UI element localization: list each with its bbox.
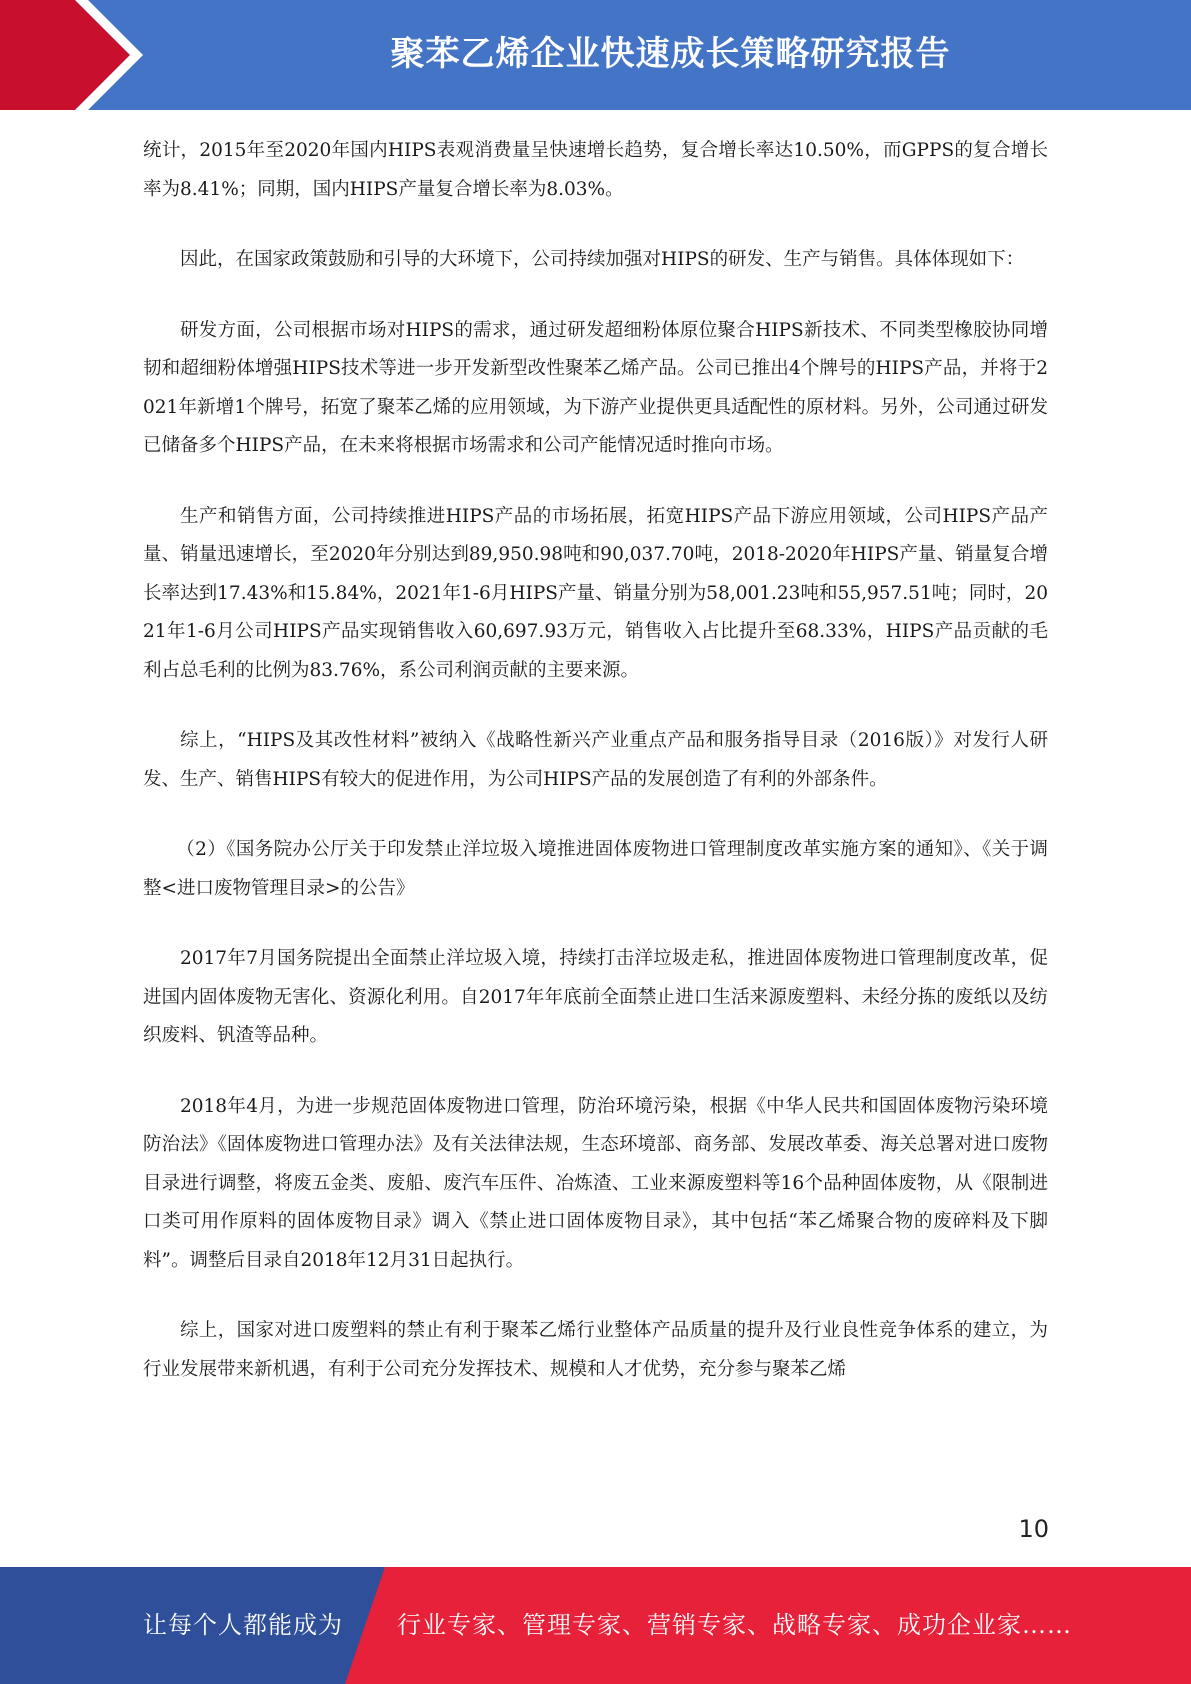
paragraph-2017-ban: 2017年7月国务院提出全面禁止洋垃圾入境，持续打击洋垃圾走私，推进固体废物进口管理制度改革，促进国内固体废物无害化、资源化利用。自2017年年底前全面禁止进口生活来源废塑料、未经分拣的废纸以及纺织废料、钒渣等品种。 <box>143 948 1048 1046</box>
page-footer <box>0 1567 1191 1684</box>
report-body <box>143 132 1048 1421</box>
page-header <box>0 0 1191 110</box>
paragraph-production-sales: 生产和销售方面，公司持续推进HIPS产品的市场拓展，拓宽HIPS产品下游应用领域，公司HIPS产品产量、销量迅速增长，至2020年分别达到89,950.98吨和90,037.70吨，2018-2020年HIPS产量、销量复合增长率达到17.43%和15.84%，2021年1-6月HIPS产量、销量分别为58,001.23吨和55,957.51吨；同时，2021年1-6月公司HIPS产品实现销售收入60,697.93万元，销售收入占比提升至68.33%，HIPS产品贡献的毛利占总毛利的比例为83.76%，系公司利润贡献的主要来源。 <box>143 505 1048 681</box>
footer-slogan-lead: 让每个人都能成为 <box>143 1611 343 1639</box>
report-title: 聚苯乙烯企业快速成长策略研究报告 <box>390 34 951 74</box>
page-number: 10 <box>1018 1515 1049 1543</box>
paragraph-hips-conclusion: 综上，“HIPS及其改性材料”被纳入《战略性新兴产业重点产品和服务指导目录（2016版）》对发行人研发、生产、销售HIPS有较大的促进作用，为公司HIPS产品的发展创造了有利的外部条件。 <box>143 730 1048 790</box>
paragraph-2018-adjustment: 2018年4月，为进一步规范固体废物进口管理，防治环境污染，根据《中华人民共和国固体废物污染环境防治法》《固体废物进口管理办法》及有关法律法规，生态环境部、商务部、发展改革委、海关总署对进口废物目录进行调整，将废五金类、废船、废汽车压件、冶炼渣、工业来源废塑料等16个品种固体废物，从《限制进口类可用作原料的固体废物目录》调入《禁止进口固体废物目录》，其中包括“苯乙烯聚合物的废碎料及下脚料”。调整后目录自2018年12月31日起执行。 <box>143 1095 1048 1271</box>
header-arrow-decoration <box>0 0 160 110</box>
paragraph-research-development: 研发方面，公司根据市场对HIPS的需求，通过研发超细粉体原位聚合HIPS新技术、不同类型橡胶协同增韧和超细粉体增强HIPS技术等进一步开发新型改性聚苯乙烯产品。公司已推出4个牌号的HIPS产品，并将于2021年新增1个牌号，拓宽了聚苯乙烯的应用领域，为下游产业提供更具适配性的原材料。另外，公司通过研发已储备多个HIPS产品，在未来将根据市场需求和公司产能情况适时推向市场。 <box>143 319 1048 456</box>
section-heading-waste-import-policy: （2）《国务院办公厅关于印发禁止洋垃圾入境推进固体废物进口管理制度改革实施方案的通知》、《关于调整<进口废物管理目录>的公告》 <box>143 839 1048 899</box>
paragraph-final-conclusion: 综上，国家对进口废塑料的禁止有利于聚苯乙烯行业整体产品质量的提升及行业良性竞争体系的建立，为行业发展带来新机遇，有利于公司充分发挥技术、规模和人才优势，充分参与聚苯乙烯 <box>143 1320 1048 1380</box>
footer-slogan-roles: 行业专家、管理专家、营销专家、战略专家、成功企业家…… <box>397 1611 1072 1639</box>
paragraph-consumption-statistics: 统计，2015年至2020年国内HIPS表观消费量呈快速增长趋势，复合增长率达10.50%，而GPPS的复合增长率为8.41%；同期，国内HIPS产量复合增长率为8.03%。 <box>143 140 1048 200</box>
paragraph-policy-summary: 因此，在国家政策鼓励和引导的大环境下，公司持续加强对HIPS的研发、生产与销售。具体体现如下： <box>180 249 1025 270</box>
